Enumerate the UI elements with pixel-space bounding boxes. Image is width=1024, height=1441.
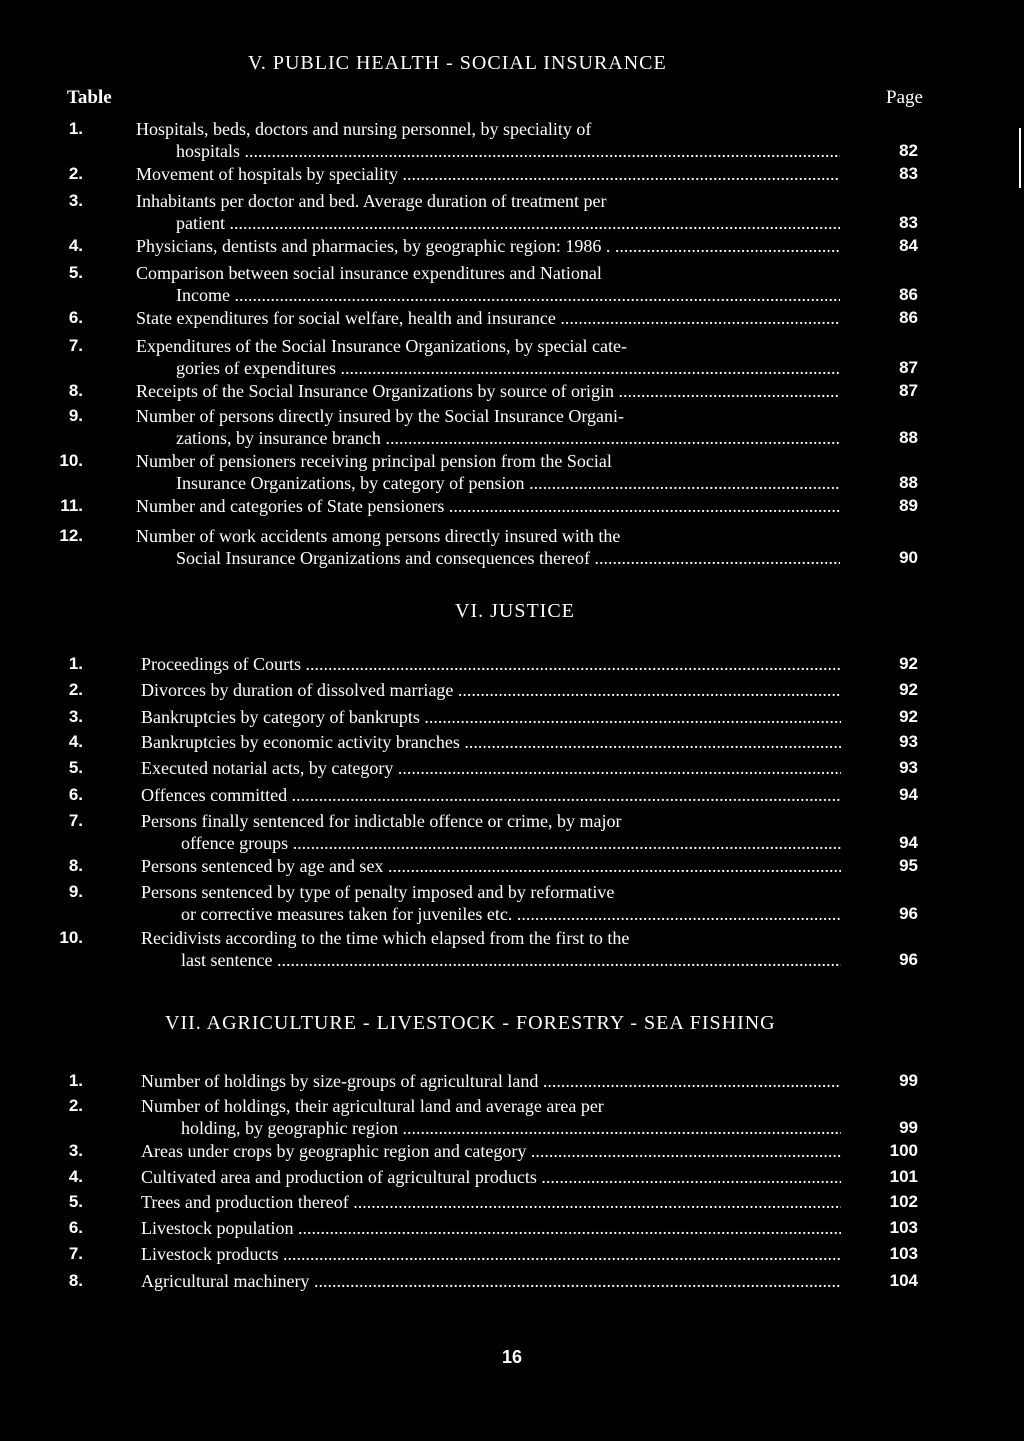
entry-title-line: Movement of hospitals by speciality .....	[136, 163, 840, 185]
entry-number: 8.	[68, 856, 83, 875]
entry-title-line: hospitals .....	[176, 140, 840, 162]
entry-title-line: Areas under crops by geographic region and category .....	[141, 1140, 841, 1162]
entry-page-number: 86	[899, 308, 918, 327]
entry-title-line: Persons sentenced by type of penalty imposed and by reformative	[141, 882, 615, 902]
entry-page-number: 100	[889, 1141, 918, 1160]
entry-title-line: Divorces by duration of dissolved marriage .....	[141, 679, 841, 701]
entry-number: 6.	[68, 1218, 83, 1237]
entry-page-number: 84	[899, 236, 918, 255]
entry-title-line: patient .....	[176, 212, 840, 234]
page-column-label: Page	[886, 87, 923, 108]
entry-number: 7.	[68, 811, 83, 830]
entry-number: 5.	[68, 263, 83, 282]
entry-number: 6.	[68, 785, 83, 804]
entry-page-number: 83	[899, 164, 918, 183]
entry-page-number: 86	[899, 285, 918, 304]
entry-number: 4.	[68, 1167, 83, 1186]
entry-title-line: Number of holdings by size-groups of agricultural land .....	[141, 1070, 841, 1092]
entry-number: 1.	[68, 119, 83, 138]
entry-title-line: Executed notarial acts, by category .....	[141, 757, 841, 779]
entry-title-line: Expenditures of the Social Insurance Organizations, by special cate-	[136, 336, 627, 356]
entry-number: 9.	[68, 882, 83, 901]
entry-title-line: Insurance Organizations, by category of pension .....	[176, 472, 840, 494]
entry-number: 6.	[68, 308, 83, 327]
entry-title-line: Physicians, dentists and pharmacies, by geographic region: 1986 . .....	[136, 235, 840, 257]
section-title-public-health: V. PUBLIC HEALTH - SOCIAL INSURANCE	[248, 52, 667, 74]
entry-page-number: 103	[889, 1218, 918, 1237]
entry-title-line: Bankruptcies by economic activity branches .....	[141, 731, 841, 753]
entry-title-line: Cultivated area and production of agricultural products .....	[141, 1166, 841, 1188]
entry-page-number: 83	[899, 213, 918, 232]
entry-title-line: Livestock population .....	[141, 1217, 841, 1239]
entry-number: 1.	[68, 1071, 83, 1090]
page-number: 16	[501, 1347, 523, 1367]
entry-page-number: 101	[889, 1167, 918, 1186]
entry-title-line: Social Insurance Organizations and consequences thereof .....	[176, 547, 840, 569]
entry-page-number: 104	[889, 1271, 918, 1290]
entry-number: 7.	[68, 1244, 83, 1263]
entry-number: 8.	[68, 1271, 83, 1290]
entry-number: 11.	[60, 496, 83, 515]
entry-number: 9.	[68, 406, 83, 425]
entry-title-line: Recidivists according to the time which elapsed from the first to the	[141, 928, 630, 948]
entry-title-line: holding, by geographic region .....	[181, 1117, 841, 1139]
entry-number: 1.	[68, 654, 83, 673]
entry-page-number: 88	[899, 428, 918, 447]
entry-title-line: zations, by insurance branch .....	[176, 427, 840, 449]
entry-number: 2.	[68, 680, 83, 699]
entry-page-number: 94	[899, 833, 918, 852]
entry-number: 7.	[68, 336, 83, 355]
entry-title-line: Hospitals, beds, doctors and nursing personnel, by speciality of	[136, 119, 592, 139]
section-title-agriculture: VII. AGRICULTURE - LIVESTOCK - FORESTRY - SEA FISHING	[165, 1012, 776, 1034]
entry-page-number: 87	[899, 381, 918, 400]
scan-edge-mark	[1019, 128, 1021, 188]
entry-number: 12.	[59, 526, 83, 545]
entry-page-number: 92	[899, 654, 918, 673]
entry-page-number: 92	[899, 680, 918, 699]
entry-number: 2.	[68, 164, 83, 183]
entry-title-line: Trees and production thereof .....	[141, 1191, 841, 1213]
entry-title-line: Bankruptcies by category of bankrupts .....	[141, 706, 841, 728]
entry-title-line: Receipts of the Social Insurance Organizations by source of origin .....	[136, 380, 840, 402]
entry-title-line: Income .....	[176, 284, 840, 306]
entry-page-number: 103	[889, 1244, 918, 1263]
entry-page-number: 89	[899, 496, 918, 515]
section-title-justice: VI. JUSTICE	[455, 600, 575, 622]
entry-page-number: 96	[899, 950, 918, 969]
entry-title-line: Number of pensioners receiving principal pension from the Social	[136, 451, 612, 471]
entry-title-line: Number and categories of State pensioners .....	[136, 495, 840, 517]
entry-title-line: Agricultural machinery .....	[141, 1270, 841, 1292]
entry-title-line: last sentence .....	[181, 949, 841, 971]
entry-page-number: 95	[899, 856, 918, 875]
entry-number: 2.	[68, 1096, 83, 1115]
entry-number: 4.	[68, 236, 83, 255]
entry-title-line: Inhabitants per doctor and bed. Average duration of treatment per	[136, 191, 607, 211]
entry-page-number: 96	[899, 904, 918, 923]
entry-title-line: gories of expenditures .....	[176, 357, 840, 379]
entry-page-number: 82	[899, 141, 918, 160]
entry-number: 5.	[68, 758, 83, 777]
entry-page-number: 94	[899, 785, 918, 804]
entry-page-number: 92	[899, 707, 918, 726]
entry-title-line: Number of work accidents among persons directly insured with the	[136, 526, 621, 546]
entry-page-number: 90	[899, 548, 918, 567]
entry-title-line: Number of holdings, their agricultural land and average area per	[141, 1096, 604, 1116]
entry-page-number: 88	[899, 473, 918, 492]
entry-title-line: Livestock products .....	[141, 1243, 841, 1265]
entry-title-line: Number of persons directly insured by the Social Insurance Organi-	[136, 406, 625, 426]
entry-title-line: Offences committed .....	[141, 784, 841, 806]
entry-title-line: Persons finally sentenced for indictable offence or crime, by major	[141, 811, 622, 831]
entry-title-line: or corrective measures taken for juveniles etc. .....	[181, 903, 841, 925]
entry-title-line: Persons sentenced by age and sex .....	[141, 855, 841, 877]
entry-page-number: 99	[899, 1118, 918, 1137]
entry-number: 4.	[68, 732, 83, 751]
entry-number: 3.	[68, 707, 83, 726]
entry-title-line: Comparison between social insurance expenditures and National	[136, 263, 602, 283]
entry-title-line: State expenditures for social welfare, health and insurance .....	[136, 307, 840, 329]
entry-number: 10.	[59, 451, 83, 470]
entry-number: 8.	[68, 381, 83, 400]
entry-title-line: Proceedings of Courts .....	[141, 653, 841, 675]
entry-page-number: 99	[899, 1071, 918, 1090]
table-column-label: Table	[67, 87, 112, 108]
entry-number: 3.	[68, 191, 83, 210]
entry-page-number: 93	[899, 732, 918, 751]
entry-number: 5.	[68, 1192, 83, 1211]
entry-page-number: 87	[899, 358, 918, 377]
entry-number: 10.	[59, 928, 83, 947]
entry-number: 3.	[68, 1141, 83, 1160]
entry-title-line: offence groups .....	[181, 832, 841, 854]
entry-page-number: 102	[889, 1192, 918, 1211]
entry-page-number: 93	[899, 758, 918, 777]
